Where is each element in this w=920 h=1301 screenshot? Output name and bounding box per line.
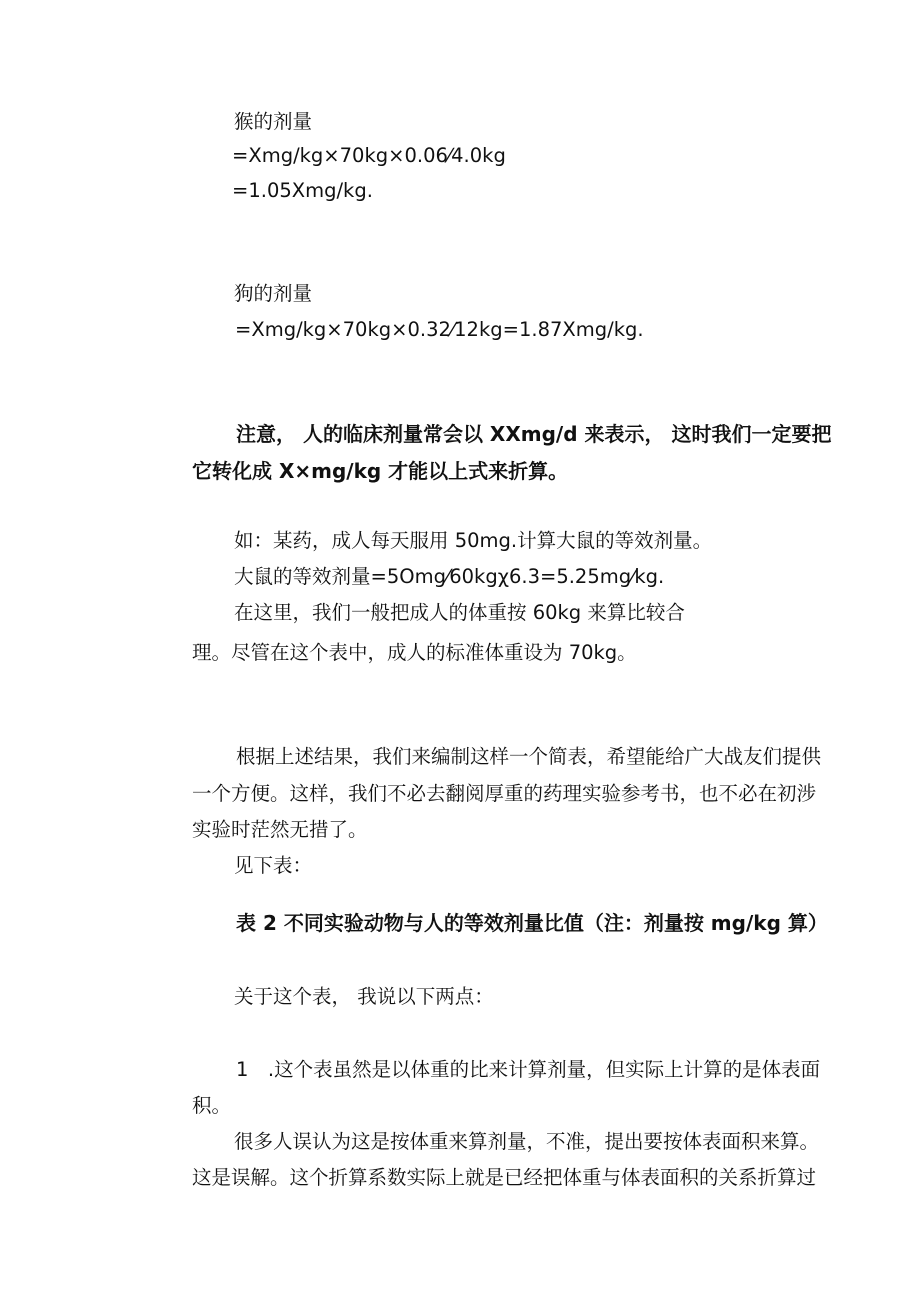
example-line-1: 如：某药，成人每天服用 50mg.计算大鼠的等效剂量。 — [234, 529, 713, 552]
dog-dose-formula: =Xmg/kg×70kg×0.32⁄12kg=1.87Xmg/kg. — [235, 318, 644, 341]
note-line-2: 它转化成 X×mg/kg 才能以上式来折算。 — [192, 459, 569, 483]
table-title: 表 2 不同实验动物与人的等效剂量比值（注：剂量按 mg/kg 算） — [236, 911, 828, 935]
monkey-dose-result: =1.05Xmg/kg. — [232, 179, 373, 202]
monkey-dose-formula: =Xmg/kg×70kg×0.06⁄4.0kg — [232, 144, 506, 167]
intro-line-3: 实验时茫然无措了。 — [192, 818, 368, 841]
monkey-dose-label: 猴的剂量 — [234, 110, 313, 133]
dog-dose-label: 狗的剂量 — [234, 282, 313, 305]
intro-line-1: 根据上述结果，我们来编制这样一个简表，希望能给广大战友们提供 — [236, 745, 822, 768]
point1-line-1: 1 .这个表虽然是以体重的比来计算剂量，但实际上计算的是体表面 — [236, 1058, 821, 1081]
point1-line-4: 这是误解。这个折算系数实际上就是已经把体重与体表面积的关系折算过 — [192, 1166, 817, 1189]
intro-line-4: 见下表： — [234, 854, 313, 877]
intro-line-2: 一个方便。这样，我们不必去翻阅厚重的药理实验参考书，也不必在初涉 — [192, 782, 817, 805]
point1-line-2: 积。 — [192, 1094, 232, 1117]
about-table-line: 关于这个表， 我说以下两点： — [234, 985, 494, 1008]
example-line-3: 在这里，我们一般把成人的体重按 60kg 来算比较合 — [234, 601, 685, 624]
point1-line-3: 很多人误认为这是按体重来算剂量，不准，提出要按体表面积来算。 — [234, 1130, 820, 1153]
example-line-2: 大鼠的等效剂量=5Omg⁄60kgχ6.3=5.25mg⁄kg. — [234, 565, 665, 588]
example-line-4: 理。尽管在这个表中，成人的标准体重设为 70kg。 — [192, 641, 637, 664]
note-line-1: 注意， 人的临床剂量常会以 XXmg/d 来表示， 这时我们一定要把 — [236, 422, 832, 446]
